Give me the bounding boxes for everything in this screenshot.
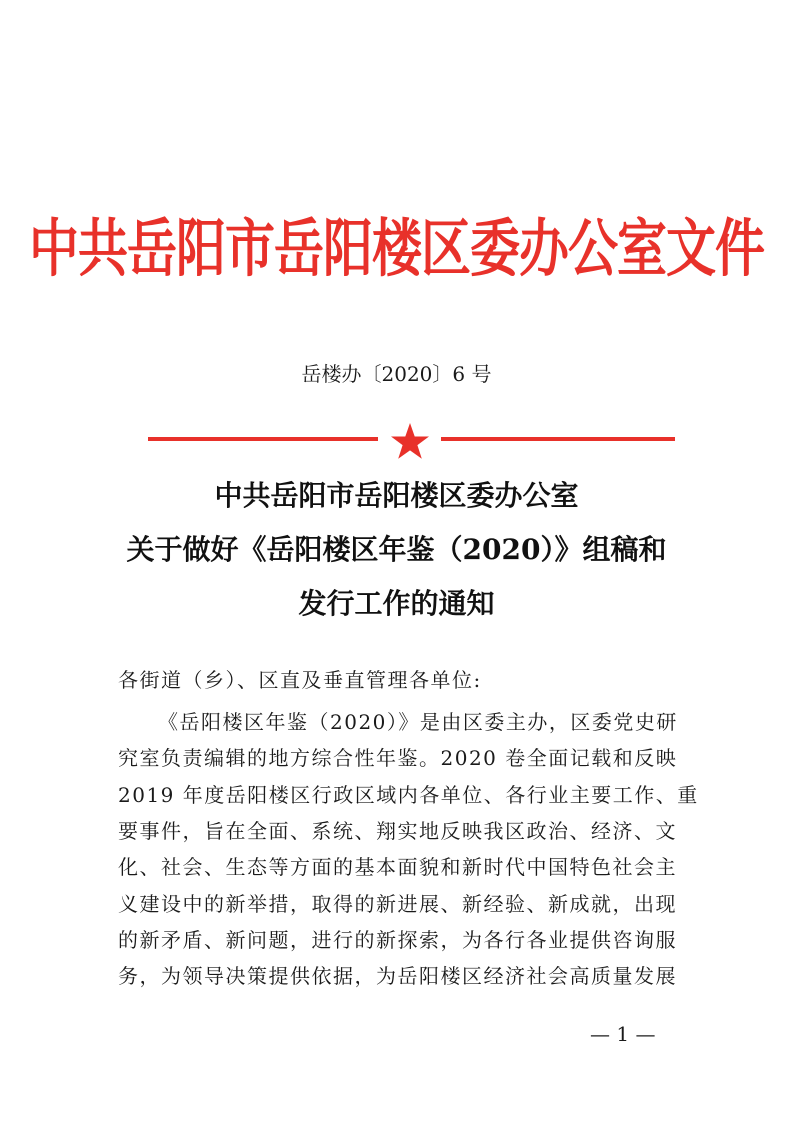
notice-title-line: 发行工作的通知 <box>298 587 495 620</box>
body-text-line: 的新矛盾、新问题，进行的新探索，为各行各业提供咨询服 <box>118 928 677 952</box>
document-number: 岳楼办〔2020〕6 号 <box>301 362 492 386</box>
red-divider-left <box>148 437 378 441</box>
body-text-line: 要事件，旨在全面、系统、翔实地反映我区政治、经济、文 <box>118 819 677 843</box>
page-number: — 1 — <box>590 1022 656 1046</box>
notice-title-line: 关于做好《岳阳楼区年鉴（2020）》组稿和 <box>126 533 667 566</box>
red-star-icon <box>390 422 430 460</box>
body-text-line: 2019 年度岳阳楼区行政区域内各单位、各行业主要工作、重 <box>118 783 699 807</box>
body-text-line: 《岳阳楼区年鉴（2020）》是由区委主办，区委党史研 <box>158 710 678 734</box>
body-text-line: 义建设中的新举措，取得的新进展、新经验、新成就，出现 <box>118 892 677 916</box>
notice-title-line: 中共岳阳市岳阳楼区委办公室 <box>214 479 579 512</box>
body-text-line: 务，为领导决策提供依据，为岳阳楼区经济社会高质量发展 <box>118 964 677 988</box>
document-header-title: 中共岳阳市岳阳楼区委办公室文件 <box>29 211 764 285</box>
salutation: 各街道（乡）、区直及垂直管理各单位: <box>118 668 482 692</box>
body-text-line: 化、社会、生态等方面的基本面貌和新时代中国特色社会主 <box>118 855 677 879</box>
red-divider-right <box>441 437 675 441</box>
body-text-line: 究室负责编辑的地方综合性年鉴。2020 卷全面记载和反映 <box>118 746 678 770</box>
